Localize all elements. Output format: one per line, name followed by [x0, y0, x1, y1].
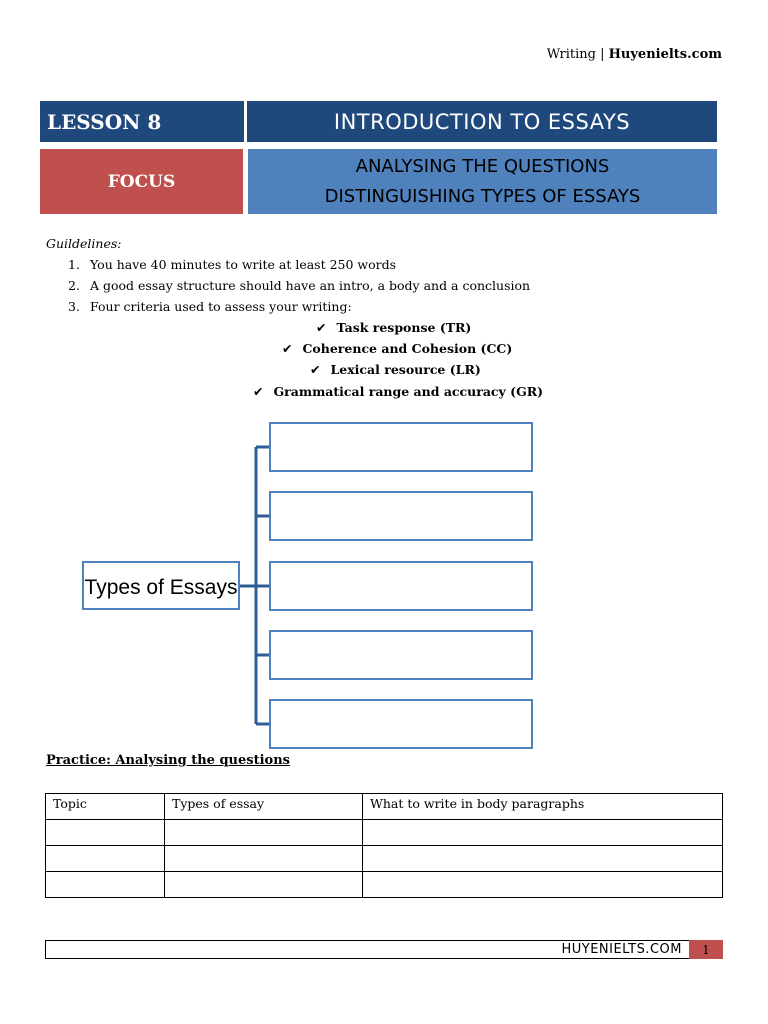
essay-type-box [270, 492, 532, 540]
guideline-text: You have 40 minutes to write at least 250 words [90, 257, 397, 272]
criterion-text: Lexical resource (LR) [330, 362, 481, 377]
lesson-title: INTRODUCTION TO ESSAYS [247, 101, 717, 142]
table-cell[interactable] [165, 846, 363, 872]
practice-table [45, 793, 723, 898]
focus-topic: ANALYSING THE QUESTIONS [355, 155, 610, 177]
check-icon: ✔ [310, 362, 321, 377]
footer-site: HUYENIELTS.COM [561, 942, 682, 957]
check-icon: ✔ [253, 384, 264, 399]
guideline-item: 1. You have 40 minutes to write at least 250 words [68, 257, 397, 272]
table-row [46, 872, 723, 898]
table-cell[interactable] [363, 820, 723, 846]
practice-title: Practice: Analysing the questions [46, 753, 290, 768]
header-site: Huyenielts.com [608, 47, 722, 62]
guideline-item: 3. Four criteria used to assess your writing: [68, 299, 352, 314]
lesson-label: LESSON 8 [40, 101, 244, 142]
check-icon: ✔ [316, 320, 327, 335]
criterion-text: Coherence and Cohesion (CC) [302, 341, 513, 356]
guideline-item: 2. A good essay structure should have an intro, a body and a conclusion [68, 278, 531, 293]
essay-type-box [270, 423, 532, 471]
column-header: Topic [46, 794, 165, 820]
table-cell[interactable] [165, 872, 363, 898]
criterion-text: Task response (TR) [336, 320, 472, 335]
focus-topic: DISTINGUISHING TYPES OF ESSAYS [324, 185, 641, 207]
table-cell[interactable] [46, 820, 165, 846]
check-icon: ✔ [282, 341, 293, 356]
diagram-connectors [239, 447, 270, 724]
essay-type-box [270, 562, 532, 610]
column-header: Types of essay [165, 794, 363, 820]
essay-type-box [270, 631, 532, 679]
focus-label: FOCUS [40, 149, 243, 214]
table-row [46, 820, 723, 846]
table-row [46, 846, 723, 872]
table-cell[interactable] [46, 846, 165, 872]
table-cell[interactable] [363, 872, 723, 898]
header-separator: | [600, 47, 605, 62]
table-cell[interactable] [165, 820, 363, 846]
diagram-root-label: Types of Essays [84, 576, 238, 599]
guidelines-title: Guildelines: [46, 236, 122, 251]
criterion-text: Grammatical range and accuracy (GR) [273, 384, 544, 399]
essay-type-box [270, 700, 532, 748]
header-section: Writing [546, 47, 596, 62]
table-header-row [46, 794, 723, 820]
page-footer [45, 940, 723, 959]
page-number: 1 [689, 940, 723, 959]
table-cell[interactable] [363, 846, 723, 872]
guideline-text: A good essay structure should have an intro, a body and a conclusion [90, 278, 531, 293]
guideline-text: Four criteria used to assess your writing: [90, 299, 352, 314]
table-cell[interactable] [46, 872, 165, 898]
column-header: What to write in body paragraphs [363, 794, 723, 820]
